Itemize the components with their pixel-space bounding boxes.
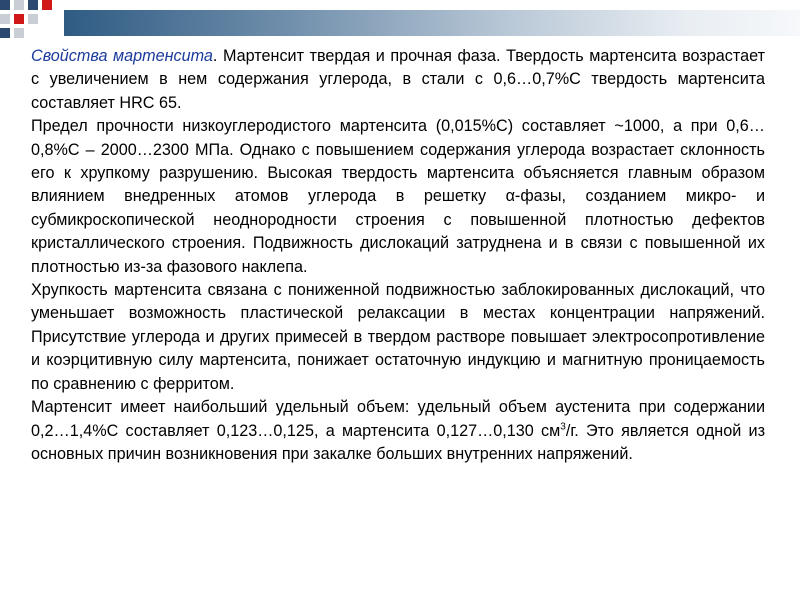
paragraph-martensite-properties: [31, 45, 765, 115]
deco-square: [0, 14, 10, 24]
deco-square: [14, 14, 24, 24]
corner-decoration: [0, 0, 64, 42]
deco-square: [14, 28, 24, 38]
title-bar-gradient: [64, 10, 800, 36]
paragraph-brittleness: [31, 279, 765, 396]
deco-square: [0, 28, 10, 38]
deco-square: [28, 0, 38, 10]
deco-square: [28, 14, 38, 24]
paragraph-lead: Свойства мартенсита: [31, 47, 213, 65]
paragraph-text: . Мартенсит твердая и прочная фаза. Твердость мартенсита возрастает с увеличением в нем содержания углерода, в стали с 0,6…0,7%С твердость мартенсита составляет HRC 65.: [31, 47, 765, 112]
slide-body: [31, 45, 765, 466]
paragraph-text: Хрупкость мартенсита связана с пониженной подвижностью заблокированных дислокаций, что уменьшает возможность пластической релаксации в местах концентрации напряжений. Присутствие углерода и других примесей в твердом растворе повышает электросопротивление и коэрцитивную силу мартенсита, понижает остаточную индукцию и магнитную проницаемость по сравнению с ферритом.: [31, 281, 765, 393]
paragraph-text: Предел прочности низкоуглеродистого мартенсита (0,015%С) составляет ~1000, а при 0,6…0,8%С – 2000…2300 МПа. Однако с повышением содержания углерода возрастает склонность его к хрупкому разрушению. Высокая твердость мартенсита объясняется главным образом влиянием внедренных атомов углерода в решетку α-фазы, созданием микро- и субмикроскопической неоднородности строения с повышенной плотностью дефектов кристаллического строения. Подвижность дислокаций затруднена и в связи с повышенной их плотностью из-за фазового наклепа.: [31, 117, 765, 276]
superscript: 3: [560, 421, 566, 433]
paragraph-text: /г. Это является одной из основных причин возникновения при закалке больших внутренних напряжений.: [31, 421, 765, 463]
paragraph-text: Мартенсит имеет наибольший удельный объем: удельный объем аустенита при содержании 0,2…1,4%С составляет 0,123…0,125, а мартенсита 0,127…0,130 см: [31, 398, 765, 440]
deco-square: [0, 0, 10, 10]
deco-square: [14, 0, 24, 10]
deco-square: [42, 0, 52, 10]
paragraph-strength: [31, 115, 765, 279]
paragraph-specific-volume: [31, 396, 765, 466]
